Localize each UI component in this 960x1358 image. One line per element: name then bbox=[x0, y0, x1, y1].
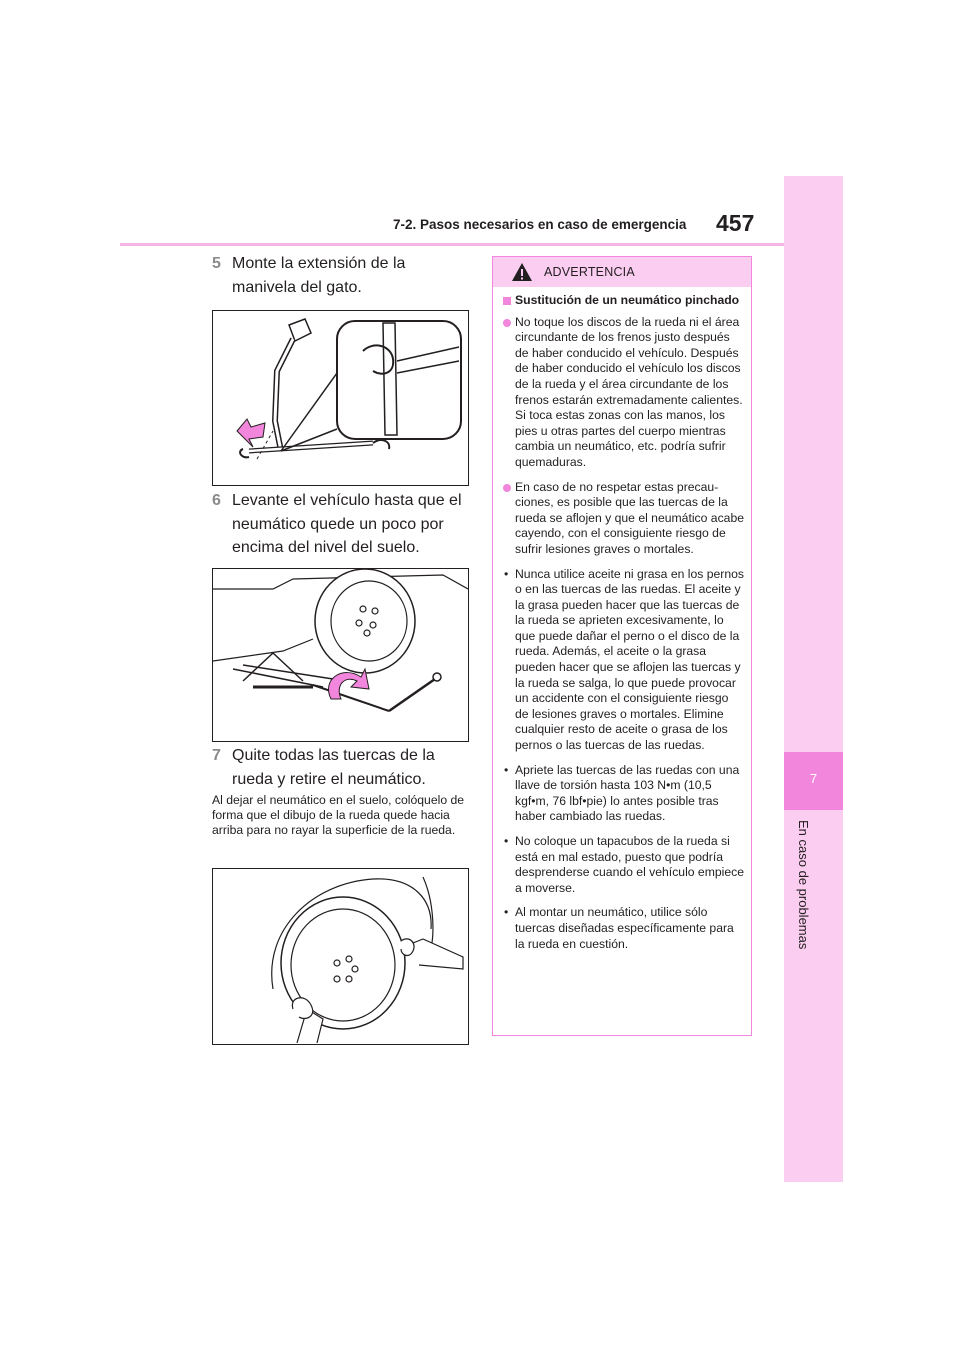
step-text: Levante el vehículo hasta que el neumático quede un poco por encima del nivel del suelo. bbox=[232, 492, 462, 556]
chapter-title[interactable]: En caso de problemas bbox=[796, 820, 811, 950]
step-number: 7 bbox=[212, 747, 221, 764]
remove-tire-illustration bbox=[213, 869, 468, 1044]
warning-header bbox=[493, 257, 751, 287]
chapter-side-strip bbox=[784, 176, 843, 1182]
warning-body bbox=[503, 293, 745, 961]
warning-box bbox=[492, 256, 752, 1036]
step-7-note: Al dejar el neumático en el suelo, colóquelo de forma que el dibujo de la rueda quede hacia arriba para no rayar la superficie de la rueda. bbox=[212, 793, 465, 837]
section-title: 7-2. Pasos necesarios en caso de emergencia bbox=[393, 217, 687, 232]
step-number: 5 bbox=[212, 255, 221, 272]
step-6 bbox=[212, 489, 472, 560]
step-5 bbox=[212, 252, 472, 299]
figure-remove-tire bbox=[212, 868, 469, 1045]
warning-point: En caso de no respetar estas precauciones, es posible que las tuercas de la rueda se aflojen y que el neumático acabe cayendo, con el consiguiente riesgo de sufrir lesiones graves o mortales. bbox=[503, 480, 745, 558]
warning-bullet: • Apriete las tuercas de las ruedas con una llave de torsión hasta 103 N•m (10,5 kgf•m, 76 lbf•pie) lo antes posible tras haber cambiado las ruedas. bbox=[503, 763, 745, 825]
page-number: 457 bbox=[716, 210, 755, 236]
warning-bullet: • Al montar un neumático, utilice sólo tuercas diseñadas específicamente para la rueda en cuestión. bbox=[503, 905, 745, 952]
warning-point: No toque los discos de la rueda ni el área circundante de los frenos justo después de haber conducido el vehículo. Después de haber conducido el vehículo los discos de la rueda y el área circundante de los frenos estarán extremadamente calientes. Si toca estas zonas con las manos, los pies u otras partes del cuerpo mientras cambia un neumático, etc. podría sufrir quemaduras. bbox=[503, 315, 745, 471]
warning-triangle-icon bbox=[511, 262, 533, 282]
warning-title: ADVERTENCIA bbox=[544, 265, 635, 279]
jack-handle-illustration bbox=[213, 311, 468, 485]
warning-bullet: • No coloque un tapacubos de la rueda si está en mal estado, puesto que podría desprenderse cuando el vehículo empiece a moverse. bbox=[503, 834, 745, 896]
figure-jack-handle-extension bbox=[212, 310, 469, 486]
chapter-number[interactable]: 7 bbox=[809, 771, 818, 786]
warning-section-heading: Sustitución de un neumático pinchado bbox=[503, 293, 745, 309]
warning-bullet: • Nunca utilice aceite ni grasa en los pernos o en las tuercas de las ruedas. El aceite y la grasa pueden hacer que las tuercas de la rueda se aprieten excesivamente, lo que puede dañar el perno o el disco de la rueda. Además, el aceite o la grasa pueden hacer que se aflojen las tuercas y la rueda se salga, lo que puede provocar un accidente con el consiguiente riesgo de lesiones graves o mortales. Elimine cualquier resto de aceite o grasa de los pernos o las tuercas de las ruedas. bbox=[503, 567, 745, 754]
figure-raise-vehicle bbox=[212, 568, 469, 742]
step-text: Monte la extensión de la manivela del gato. bbox=[232, 255, 406, 296]
step-7 bbox=[212, 744, 472, 791]
step-text: Quite todas las tuercas de la rueda y retire el neumático. bbox=[232, 747, 435, 788]
step-number: 6 bbox=[212, 492, 221, 509]
header-rule bbox=[120, 243, 784, 246]
jack-raise-illustration bbox=[213, 569, 468, 741]
